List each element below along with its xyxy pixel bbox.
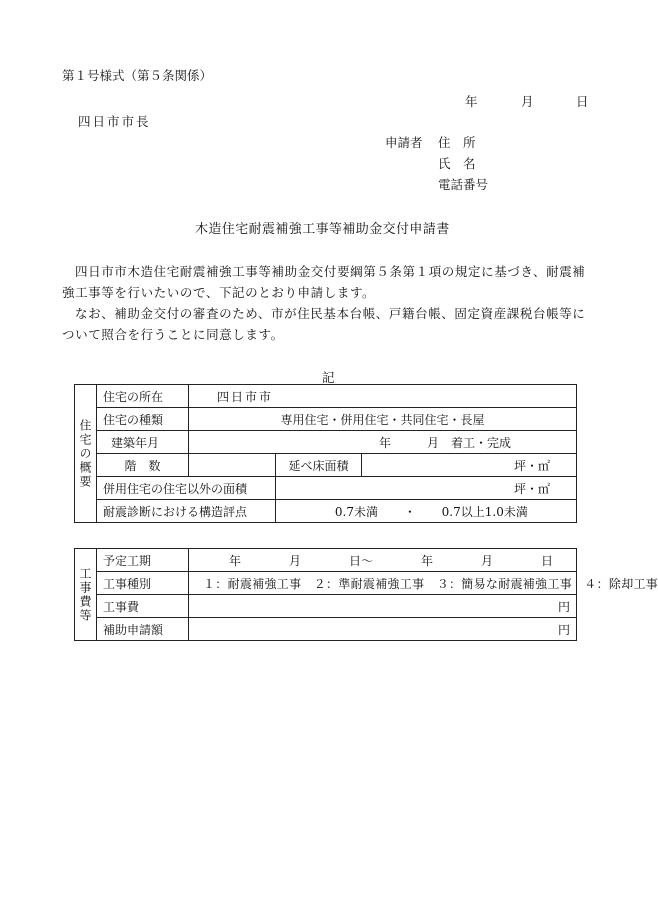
cost-value[interactable]: 円 <box>189 595 577 618</box>
table-row <box>75 500 577 523</box>
built-value[interactable]: 年 月 着工・完成 <box>189 431 577 454</box>
floor-area-value[interactable]: 坪・㎡ <box>362 454 577 477</box>
body-paragraph-1: 四日市市木造住宅耐震補強工事等補助金交付要綱第５条第１項の規定に基づき、耐震補強工事等を行いたいので、下記のとおり申請します。 <box>62 264 586 300</box>
table-row <box>75 408 577 431</box>
type-label: 住宅の種類 <box>97 408 189 431</box>
nonres-area-label: 併用住宅の住宅以外の面積 <box>97 477 276 500</box>
applicant-phone-label: 電話番号 <box>438 177 489 192</box>
applicant-label: 申請者 <box>385 135 423 150</box>
seismic-separator: ・ <box>403 504 416 519</box>
location-value[interactable]: 四日市市 <box>189 385 577 408</box>
floors-label: 階 数 <box>97 454 189 477</box>
subsidy-value[interactable]: 円 <box>189 618 577 641</box>
cost-label: 工事費 <box>97 595 189 618</box>
seismic-value[interactable] <box>276 500 577 523</box>
period-value[interactable]: 年 月 日～ 年 月 日 <box>189 549 577 572</box>
form-number: 第１号様式（第５条関係） <box>62 68 213 83</box>
kind-label: 工事種別 <box>97 572 189 595</box>
table-row <box>75 618 577 641</box>
table-row <box>75 431 577 454</box>
body-paragraph-2: なお、補助金交付の審査のため、市が住民基本台帳、戸籍台帳、固定資産課税台帳等について照合を行うことに同意します。 <box>62 306 586 342</box>
applicant-name-label: 氏 名 <box>438 156 476 171</box>
ki-label: 記 <box>322 370 335 385</box>
built-label: 建築年月 <box>97 431 189 454</box>
table-row <box>75 595 577 618</box>
subsidy-label: 補助申請額 <box>97 618 189 641</box>
nonres-area-value[interactable]: 坪・㎡ <box>276 477 577 500</box>
table-row <box>75 454 577 477</box>
period-label: 予定工期 <box>97 549 189 572</box>
type-value[interactable]: 専用住宅・併用住宅・共同住宅・長屋 <box>189 408 577 431</box>
seismic-option-2[interactable]: 0.7以上1.0未満 <box>441 504 528 519</box>
table-row <box>75 477 577 500</box>
table-row <box>75 549 577 572</box>
table-row <box>75 385 577 408</box>
table-row <box>75 572 577 595</box>
works-table <box>74 548 658 641</box>
seismic-option-1[interactable]: 0.7未満 <box>334 504 378 519</box>
date-day: 日 <box>576 94 589 109</box>
addressee: 四日市市長 <box>78 114 151 129</box>
location-label: 住宅の所在 <box>97 385 189 408</box>
floor-area-label: 延べ床面積 <box>276 454 362 477</box>
applicant-address-label: 住 所 <box>438 135 476 150</box>
document-title: 木造住宅耐震補強工事等補助金交付申請書 <box>195 222 450 237</box>
date-month: 月 <box>521 94 534 109</box>
housing-side-label: 住宅の概要 <box>75 385 97 523</box>
kind-value[interactable]: １：耐震補強工事 ２：準耐震補強工事 ３：簡易な耐震補強工事 ４：除却工事 <box>189 572 577 595</box>
date-year: 年 <box>465 94 478 109</box>
works-side-label: 工事費等 <box>75 549 97 641</box>
floors-value[interactable] <box>189 454 276 477</box>
housing-table <box>74 384 577 523</box>
body-text <box>62 261 592 345</box>
seismic-label: 耐震診断における構造評点 <box>97 500 276 523</box>
